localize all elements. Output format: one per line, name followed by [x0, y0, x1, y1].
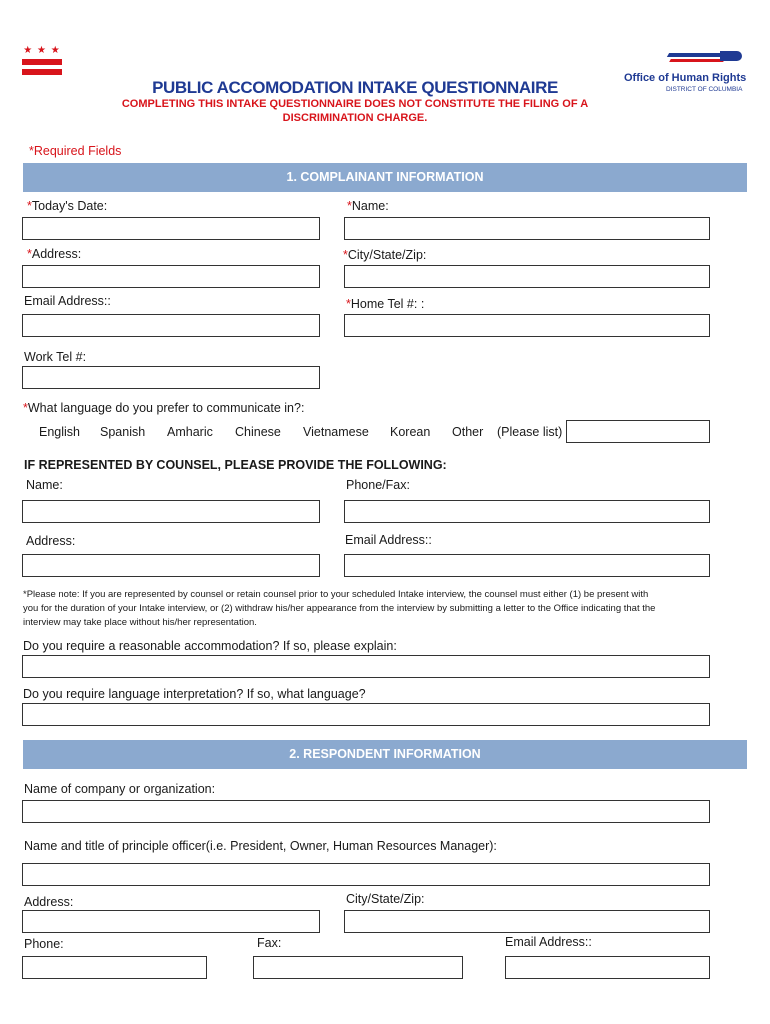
counsel-email-field[interactable]: [344, 554, 710, 577]
address-label-text: Address:: [31, 247, 82, 261]
city-state-zip-label-text: City/State/Zip:: [347, 248, 427, 262]
respondent-address-label: Address:: [24, 895, 74, 909]
disclaimer-line2: DISCRIMINATION CHARGE.: [282, 112, 428, 124]
work-tel-field[interactable]: [22, 366, 320, 389]
section-respondent-information: 2. RESPONDENT INFORMATION: [23, 740, 747, 769]
section-complainant-information: 1. COMPLAINANT INFORMATION: [23, 163, 747, 192]
page-title: PUBLIC ACCOMODATION INTAKE QUESTIONNAIRE: [152, 78, 558, 97]
counsel-note-line: *Please note: If you are represented by counsel or retain counsel prior to your scheduled Intake interview, the counsel must either (1) be present with: [23, 589, 649, 600]
company-label: Name of company or organization:: [24, 782, 216, 796]
required-fields-note: *Required Fields: [29, 144, 122, 158]
todays-date-label-text: Today's Date:: [31, 199, 108, 213]
respondent-city-state-zip-label: City/State/Zip:: [346, 892, 425, 906]
required-star: *: [346, 297, 351, 311]
required-star: *: [347, 199, 352, 213]
company-field[interactable]: [22, 800, 710, 823]
respondent-fax-label: Fax:: [257, 936, 282, 950]
logo-subtitle: DISTRICT OF COLUMBIA: [666, 86, 743, 93]
language-option-other[interactable]: Other: [452, 425, 484, 439]
flag-bar-top: [22, 59, 62, 65]
principal-officer-field[interactable]: [22, 863, 710, 886]
language-option-vietnamese[interactable]: Vietnamese: [303, 425, 369, 439]
logo-swoosh-red: [669, 59, 725, 62]
counsel-heading: IF REPRESENTED BY COUNSEL, PLEASE PROVIDE THE FOLLOWING:: [24, 458, 447, 472]
logo-swoosh-blue: [667, 53, 725, 57]
counsel-address-field[interactable]: [22, 554, 320, 577]
home-tel-label: [346, 297, 424, 311]
respondent-email-field[interactable]: [505, 956, 710, 979]
principal-officer-label: Name and title of principle officer(i.e. President, Owner, Human Resources Manager):: [24, 839, 497, 853]
interpretation-question: Do you require language interpretation? If so, what language?: [23, 687, 366, 701]
respondent-address-field[interactable]: [22, 910, 320, 933]
accommodation-field[interactable]: [22, 655, 710, 678]
city-state-zip-field[interactable]: [344, 265, 710, 288]
todays-date-label: [27, 199, 107, 213]
required-star: *: [343, 248, 348, 262]
flag-bar-bottom: [22, 69, 62, 75]
home-tel-field[interactable]: [344, 314, 710, 337]
counsel-note-line: interview may take place without his/her representation.: [23, 617, 257, 628]
language-option-chinese[interactable]: Chinese: [235, 425, 281, 439]
respondent-phone-field[interactable]: [22, 956, 207, 979]
language-question: [23, 401, 304, 415]
name-label: [347, 199, 389, 213]
logo-title: Office of Human Rights: [624, 72, 747, 84]
work-tel-label: Work Tel #:: [24, 350, 87, 364]
respondent-email-label: Email Address::: [505, 935, 592, 949]
counsel-address-label: Address:: [26, 534, 76, 548]
required-star: *: [27, 199, 32, 213]
interpretation-field[interactable]: [22, 703, 710, 726]
counsel-email-label: Email Address::: [345, 533, 432, 547]
address-field[interactable]: [22, 265, 320, 288]
respondent-city-state-zip-field[interactable]: [344, 910, 710, 933]
language-please-list-label: (Please list): [497, 425, 563, 439]
language-option-spanish[interactable]: Spanish: [100, 425, 146, 439]
home-tel-label-text: Home Tel #: :: [350, 297, 425, 311]
counsel-note-line: you for the duration of your Intake interview, or (2) withdraw his/her appearance from the interview by submitting a letter to the Office indicating that the: [23, 603, 656, 614]
counsel-name-field[interactable]: [22, 500, 320, 523]
todays-date-field[interactable]: [22, 217, 320, 240]
email-field[interactable]: [22, 314, 320, 337]
flag-stars: ★ ★ ★: [23, 45, 61, 56]
respondent-fax-field[interactable]: [253, 956, 463, 979]
dc-flag-logo: [22, 45, 62, 78]
counsel-note: [23, 588, 713, 630]
language-option-english[interactable]: English: [39, 425, 80, 439]
name-field[interactable]: [344, 217, 710, 240]
other-language-field[interactable]: [566, 420, 710, 443]
city-state-zip-label: [343, 248, 426, 262]
language-option-korean[interactable]: Korean: [390, 425, 431, 439]
email-label: Email Address::: [24, 294, 111, 308]
required-star: *: [23, 401, 28, 415]
accommodation-question: Do you require a reasonable accommodation? If so, please explain:: [23, 639, 397, 653]
disclaimer-line1: COMPLETING THIS INTAKE QUESTIONNAIRE DOES NOT CONSTITUTE THE FILING OF A: [121, 98, 589, 110]
respondent-phone-label: Phone:: [24, 937, 64, 951]
counsel-phone-fax-label: Phone/Fax:: [346, 478, 410, 492]
counsel-name-label: Name:: [26, 478, 63, 492]
counsel-phone-fax-field[interactable]: [344, 500, 710, 523]
required-star: *: [27, 247, 32, 261]
address-label: [27, 247, 81, 261]
language-question-text: What language do you prefer to communicate in?:: [27, 401, 305, 415]
logo-swoosh-dark: [720, 51, 742, 61]
language-option-amharic[interactable]: Amharic: [167, 425, 213, 439]
name-label-text: Name:: [351, 199, 389, 213]
